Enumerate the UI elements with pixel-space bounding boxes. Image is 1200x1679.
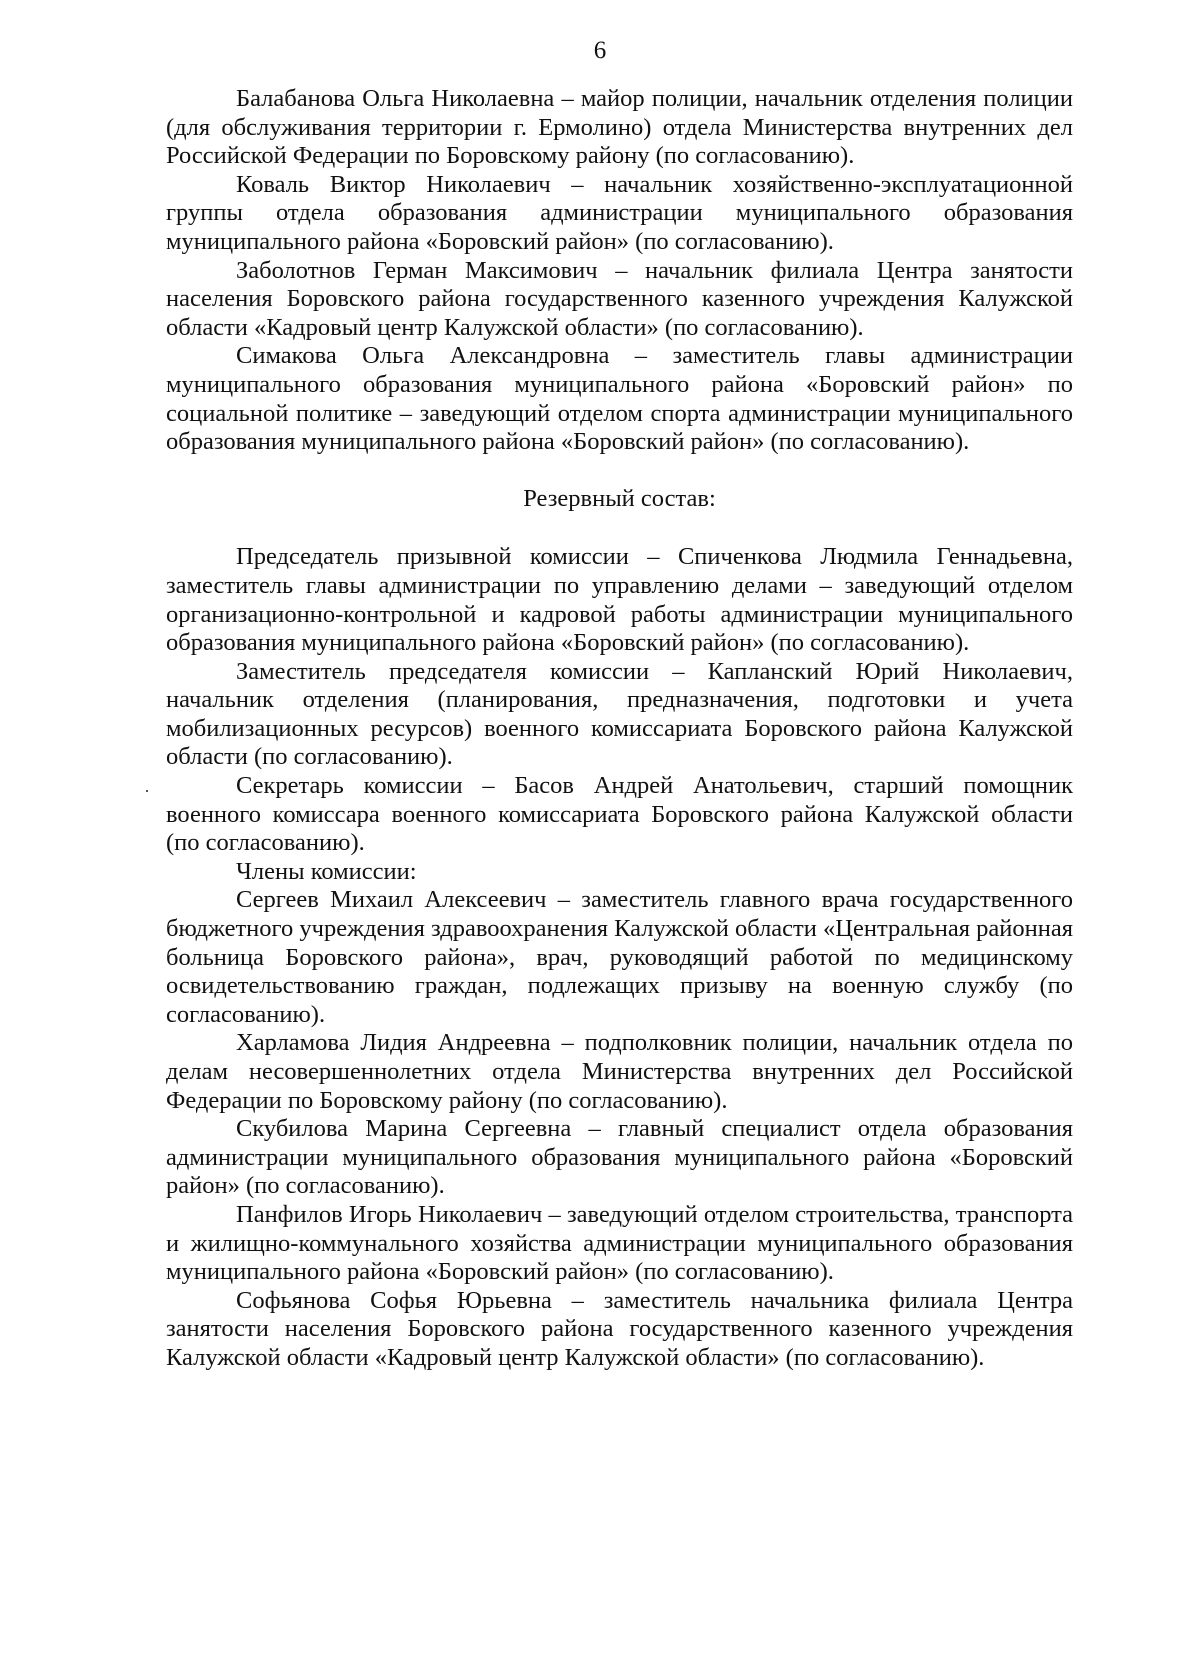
reserve-member-paragraph: Скубилова Марина Сергеевна – главный специалист отдела образования администрации муниципального образования муниципального района «Боровский район» (по согласованию).: [166, 1115, 1073, 1200]
reserve-member-paragraph: Сергеев Михаил Алексеевич – заместитель главного врача государственного бюджетного учреждения здравоохранения Калужской области «Центральная районная больница Боровского района», врач, руководящий работой по медицинскому освидетельствованию граждан, подлежащих призыву на военную службу (по согласованию).: [166, 886, 1073, 1028]
member-paragraph: Заболотнов Герман Максимович – начальник филиала Центра занятости населения Боровского района государственного казенного учреждения Калужской области «Кадровый центр Калужской области» (по согласованию).: [166, 256, 1073, 341]
reserve-members-label: Члены комиссии:: [236, 857, 417, 885]
member-paragraph: Симакова Ольга Александровна – заместитель главы администрации муниципального образования муниципального района «Боровский район» по социальной политике – заведующий отделом спорта администрации муниципального образования муниципального района «Боровский район» (по согласованию).: [166, 342, 1073, 456]
reserve-member-paragraph: Панфилов Игорь Николаевич – заведующий отделом строительства, транспорта и жилищно-коммунального хозяйства администрации муниципального образования муниципального района «Боровский район» (по согласованию).: [166, 1200, 1073, 1286]
main-members-section: [166, 85, 1073, 1373]
reserve-chair-paragraph: Председатель призывной комиссии – Спиченкова Людмила Геннадьевна, заместитель главы администрации по управлению делами – заведующий отделом организационно-контрольной и кадровой работы администрации муниципального образования муниципального района «Боровский район» (по согласованию).: [166, 543, 1073, 657]
reserve-deputy-paragraph: Заместитель председателя комиссии – Капланский Юрий Николаевич, начальник отделения (планирования, предназначения, подготовки и учета мобилизационных ресурсов) военного комиссариата Боровского района Калужской области (по согласованию).: [166, 657, 1073, 771]
reserve-heading: Резервный состав:: [523, 484, 716, 512]
member-paragraph: Коваль Виктор Николаевич – начальник хозяйственно-эксплуатационной группы отдела образования администрации муниципального образования муниципального района «Боровский район» (по согласованию).: [166, 170, 1073, 255]
page-number: 6: [593, 37, 607, 64]
reserve-member-paragraph: Софьянова Софья Юрьевна – заместитель начальника филиала Центра занятости населения Боровского района государственного казенного учреждения Калужской области «Кадровый центр Калужской области» (по согласованию).: [166, 1286, 1073, 1371]
reserve-member-paragraph: Харламова Лидия Андреевна – подполковник полиции, начальник отдела по делам несовершеннолетних отдела Министерства внутренних дел Российской Федерации по Боровскому району (по согласованию).: [166, 1029, 1073, 1114]
scan-speck: [146, 790, 148, 792]
member-paragraph: Балабанова Ольга Николаевна – майор полиции, начальник отделения полиции (для обслуживания территории г. Ермолино) отдела Министерства внутренних дел Российской Федерации по Боровскому району (по согласованию).: [166, 85, 1073, 170]
reserve-secretary-paragraph: Секретарь комиссии – Басов Андрей Анатольевич, старший помощник военного комиссара военного комиссариата Боровского района Калужской области (по согласованию).: [166, 772, 1073, 857]
